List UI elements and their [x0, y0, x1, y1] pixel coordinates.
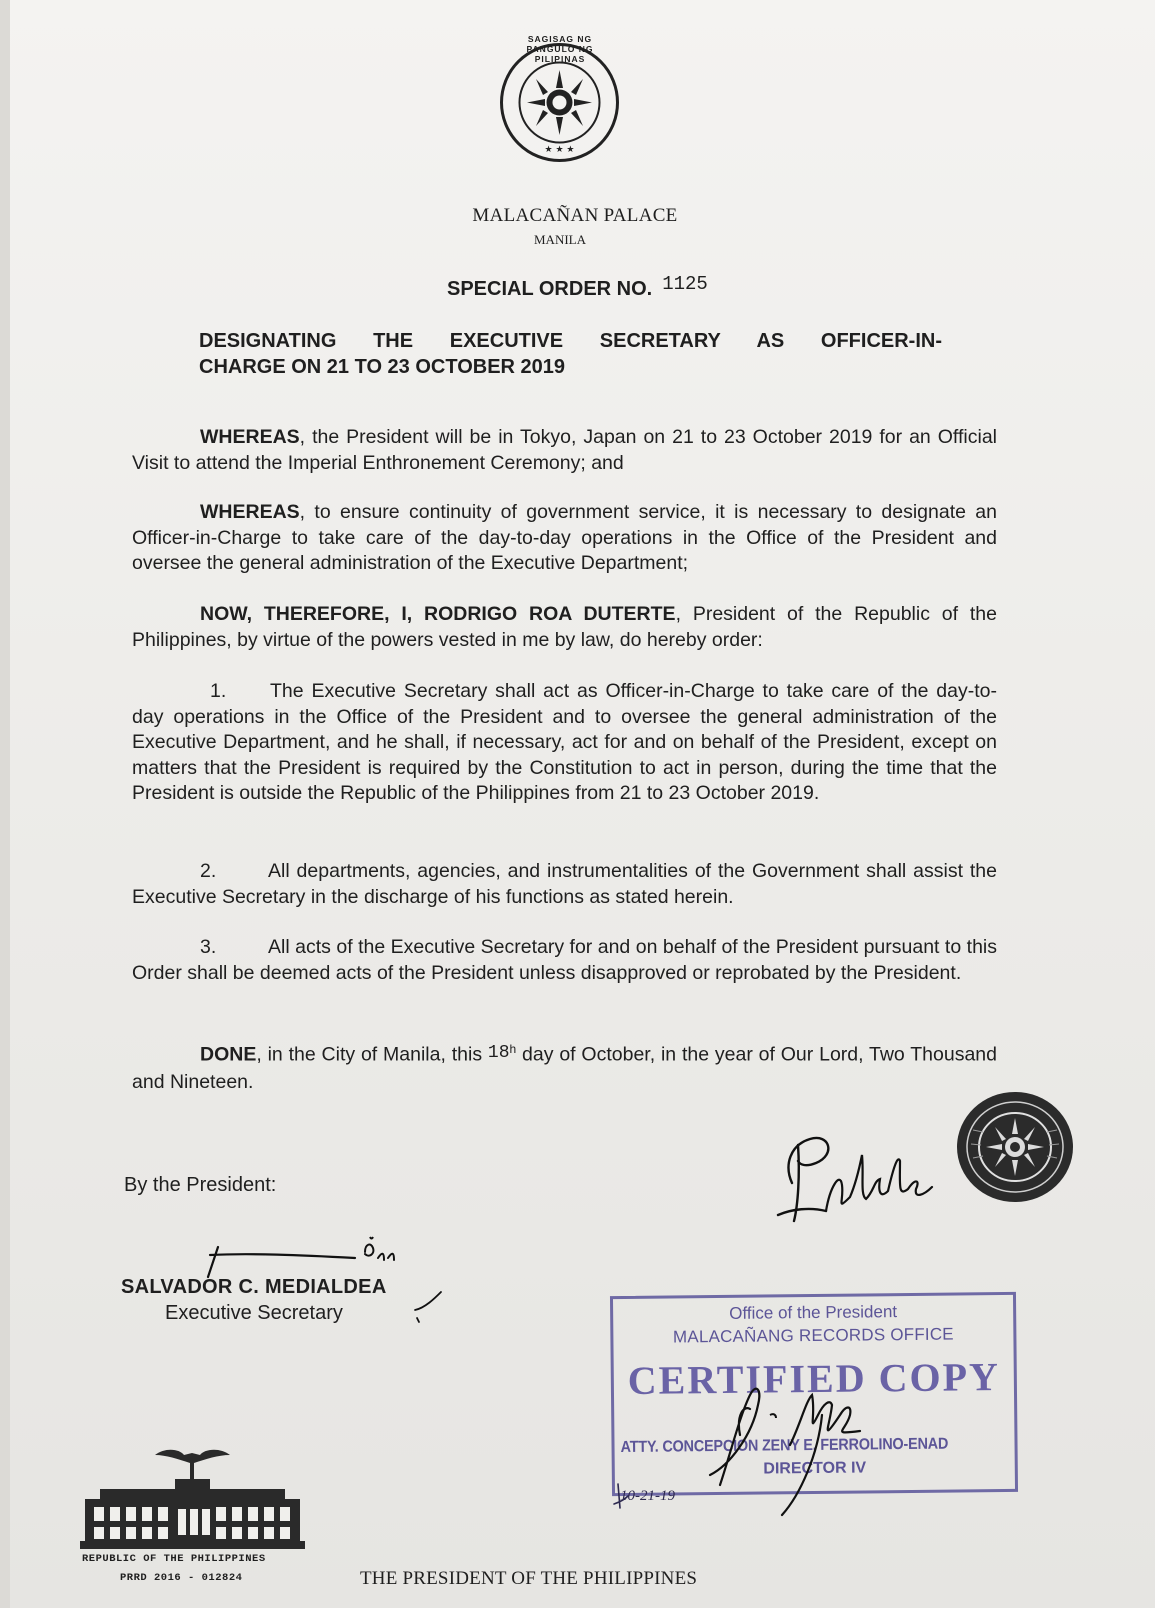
- paragraph-done: [132, 1037, 997, 1096]
- done-text: day of October, in the year of Our Lord, Two Thousand and Nineteen.: [132, 1043, 997, 1093]
- stamp-signature: [690, 1375, 920, 1525]
- item-number: 1.: [210, 680, 227, 702]
- header-title: MALACAÑAN PALACE: [472, 205, 678, 226]
- item-text: All acts of the Executive Secretary for and on behalf of the President pursuant to this Order shall be deemed acts of the President unless disapproved or reprobated by the President.: [132, 936, 997, 984]
- order-item-2: [132, 859, 997, 910]
- paragraph-whereas-1: [132, 425, 997, 476]
- paragraph-now-therefore: [132, 602, 997, 653]
- title-line-2: CHARGE ON 21 TO 23 OCTOBER 2019: [199, 356, 566, 378]
- president-signature: [770, 1125, 950, 1235]
- malacanang-palace-logo: [80, 1443, 305, 1553]
- document-title: [199, 328, 942, 380]
- item-number: 3.: [200, 936, 217, 958]
- done-text: , in the City of Manila, this: [256, 1043, 488, 1066]
- stamp-certified-copy: CERTIFIED COPY: [627, 1354, 1001, 1403]
- stamp-office: Office of the President: [729, 1302, 898, 1323]
- paragraph-whereas-2: [132, 500, 997, 577]
- presidential-dry-seal-icon: [955, 1090, 1075, 1205]
- done-lead: DONE: [200, 1043, 257, 1066]
- whereas-lead: WHEREAS: [200, 426, 300, 448]
- item-text: The Executive Secretary shall act as Officer-in-Charge to take care of the day-to-day operations in the Office of the President and to oversee the general administration of the Executive Department, and he shall, if necessary, act for and on behalf of the President, except on matters that the President is required by the Constitution to act in person, during the time that the President is outside the Republic of the Philippines from 21 to 23 October 2019.: [132, 680, 997, 804]
- stamp-date-mark: [612, 1482, 632, 1512]
- stamp-records-office: MALACAÑANG RECORDS OFFICE: [672, 1324, 954, 1347]
- done-day-suffix: h: [509, 1042, 517, 1056]
- palace-caption-reference: PRRD 2016 - 012824: [120, 1572, 243, 1584]
- stamp-date: 10-21-19: [620, 1488, 675, 1504]
- stamp-attorney-name: ATTY. CONCEPCION ZENY E. FERROLINO-ENAD: [620, 1435, 949, 1457]
- palace-caption-republic: REPUBLIC OF THE PHILIPPINES: [82, 1553, 266, 1565]
- order-number: 1125: [662, 273, 708, 295]
- order-item-1: [132, 679, 997, 807]
- title-line-1: DESIGNATING THE EXECUTIVE SECRETARY AS OFFICER-IN-: [199, 330, 942, 352]
- paragraph-text: , President of the Republic of the Philippines, by virtue of the powers vested in me by law, do hereby order:: [132, 603, 997, 651]
- stamp-director-title: DIRECTOR IV: [763, 1459, 867, 1478]
- item-number: 2.: [200, 860, 217, 882]
- paragraph-text: , the President will be in Tokyo, Japan on 21 to 23 October 2019 for an Official Visit to attend the Imperial Enthronement Ceremony; and: [132, 426, 997, 474]
- seal-caption: SAGISAG NG PANGULO NG PILIPINAS: [526, 34, 594, 64]
- secretary-initial-mark: [405, 1286, 445, 1326]
- svg-text:★ ★ ★: ★ ★ ★: [544, 145, 575, 155]
- secretary-name: SALVADOR C. MEDIALDEA: [121, 1276, 387, 1298]
- now-therefore-lead: NOW, THEREFORE, I, RODRIGO ROA DUTERTE: [200, 603, 676, 625]
- by-the-president-label: By the President:: [124, 1174, 277, 1196]
- order-item-3: [132, 935, 997, 986]
- done-day: 18: [487, 1042, 510, 1063]
- secretary-title: Executive Secretary: [165, 1302, 343, 1324]
- order-label: SPECIAL ORDER NO.: [447, 278, 653, 300]
- special-order-number: [447, 273, 708, 301]
- header-city: MANILA: [534, 232, 586, 247]
- whereas-lead: WHEREAS: [200, 501, 300, 523]
- item-text: All departments, agencies, and instrumentalities of the Government shall assist the Executive Secretary in the discharge of his functions as stated herein.: [132, 860, 997, 908]
- footer-title: THE PRESIDENT OF THE PHILIPPINES: [360, 1568, 698, 1589]
- paragraph-text: , to ensure continuity of government service, it is necessary to designate an Officer-in-Charge to take care of the day-to-day operations in the Office of the President and oversee the general administration of the Executive Department;: [132, 501, 997, 574]
